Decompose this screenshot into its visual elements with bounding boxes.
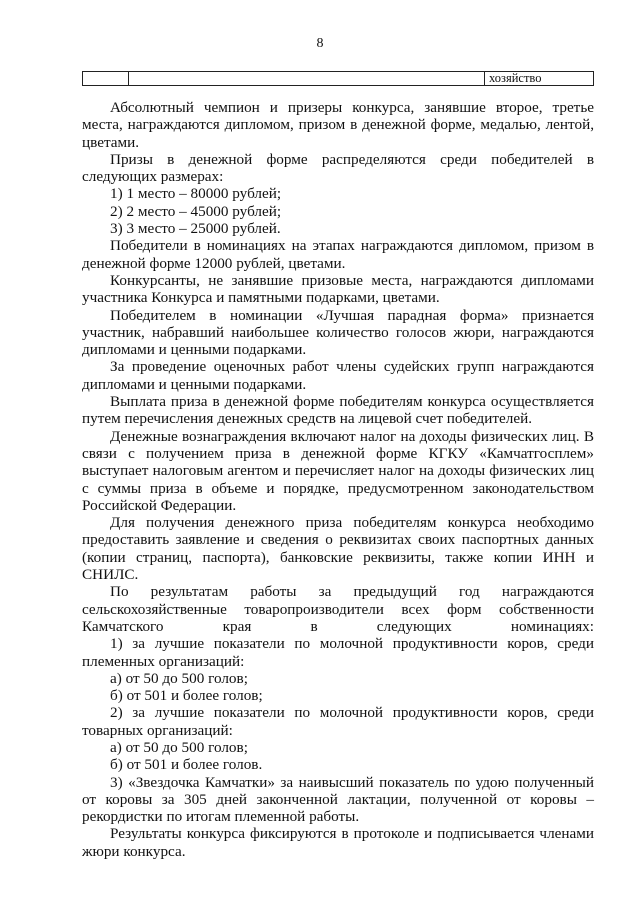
list-item-2a: а) от 50 до 500 голов; — [110, 738, 248, 756]
paragraph-nominations: Победители в номинациях на этапах награждаются дипломом, призом в денежной форме 12000 рублей, цветами. — [82, 237, 594, 272]
paragraph-payment: Выплата приза в денежной форме победителям конкурса осуществляется путем перечисления денежных средств на лицевой счет победителей. — [82, 393, 594, 428]
page-number: 8 — [316, 36, 324, 51]
paragraph-participants: Конкурсанты, не занявшие призовые места, награждаются дипломами участника Конкурса и памятными подарками, цветами. — [82, 271, 594, 307]
table-cell-2 — [129, 72, 485, 85]
paragraph-1: Абсолютный чемпион и призеры конкурса, занявшие второе, третье места, награждаются дипломом, призом в денежной форме, медалью, лентой, цветами. — [82, 99, 594, 151]
paragraph-parade-form: Победителем в номинации «Лучшая парадная форма» признается участник, набравший наибольшее количество голосов жюри, награждаются дипломами и ценными подарками. — [82, 306, 594, 359]
paragraph-2: Призы в денежной форме распределяются среди победителей в следующих размерах: — [82, 150, 594, 186]
list-item-2b: б) от 501 и более голов. — [110, 756, 263, 774]
list-item-prize-2: 2) 2 место – 45000 рублей; — [110, 202, 282, 220]
paragraph-protocol: Результаты конкурса фиксируются в протоколе и подписывается членами жюри конкурса. — [82, 825, 594, 860]
list-item-nomination-1: 1) за лучшие показатели по молочной продуктивности коров, среди племенных организаций: — [82, 635, 594, 670]
paragraph-judges: За проведение оценочных работ члены судейских групп награждаются дипломами и ценными подарками. — [82, 358, 594, 393]
paragraph-documents: Для получения денежного приза победителям конкурса необходимо предоставить заявление и сведения о реквизитах своих паспортных данных (копии страниц, паспорта), банковские реквизиты, также копии ИНН и СНИЛС. — [82, 514, 594, 584]
list-item-prize-1: 1) 1 место – 80000 рублей; — [110, 185, 282, 203]
list-item-nomination-3: 3) «Звездочка Камчатки» за наивысший показатель по удою полученный от коровы за 305 дней законченной лактации, полученной от коровы – рекордистки по итогам племенной работы. — [82, 773, 594, 826]
body-text — [82, 99, 594, 860]
list-item-prize-3: 3) 3 место – 25000 рублей. — [110, 220, 281, 238]
list-item-1a: а) от 50 до 500 голов; — [110, 669, 248, 687]
table-fragment — [82, 71, 594, 86]
table-cell-1 — [83, 72, 129, 85]
table-cell-3: хозяйство — [489, 71, 542, 85]
paragraph-results: По результатам работы за предыдущий год награждаются сельскохозяйственные товаропроизводители всех форм собственности Камчатского края в следующих номинациях: — [82, 583, 594, 635]
list-item-1b: б) от 501 и более голов; — [110, 687, 263, 705]
paragraph-tax: Денежные вознаграждения включают налог на доходы физических лиц. В связи с получением приза в денежной форме КГКУ «Камчатгосплем» выступает налоговым агентом и перечисляет налог на доходы физических лиц с суммы приза в объеме и порядке, предусмотренном законодательством Российской Федерации. — [82, 427, 594, 514]
list-item-nomination-2: 2) за лучшие показатели по молочной продуктивности коров, среди товарных организаций: — [82, 704, 594, 739]
